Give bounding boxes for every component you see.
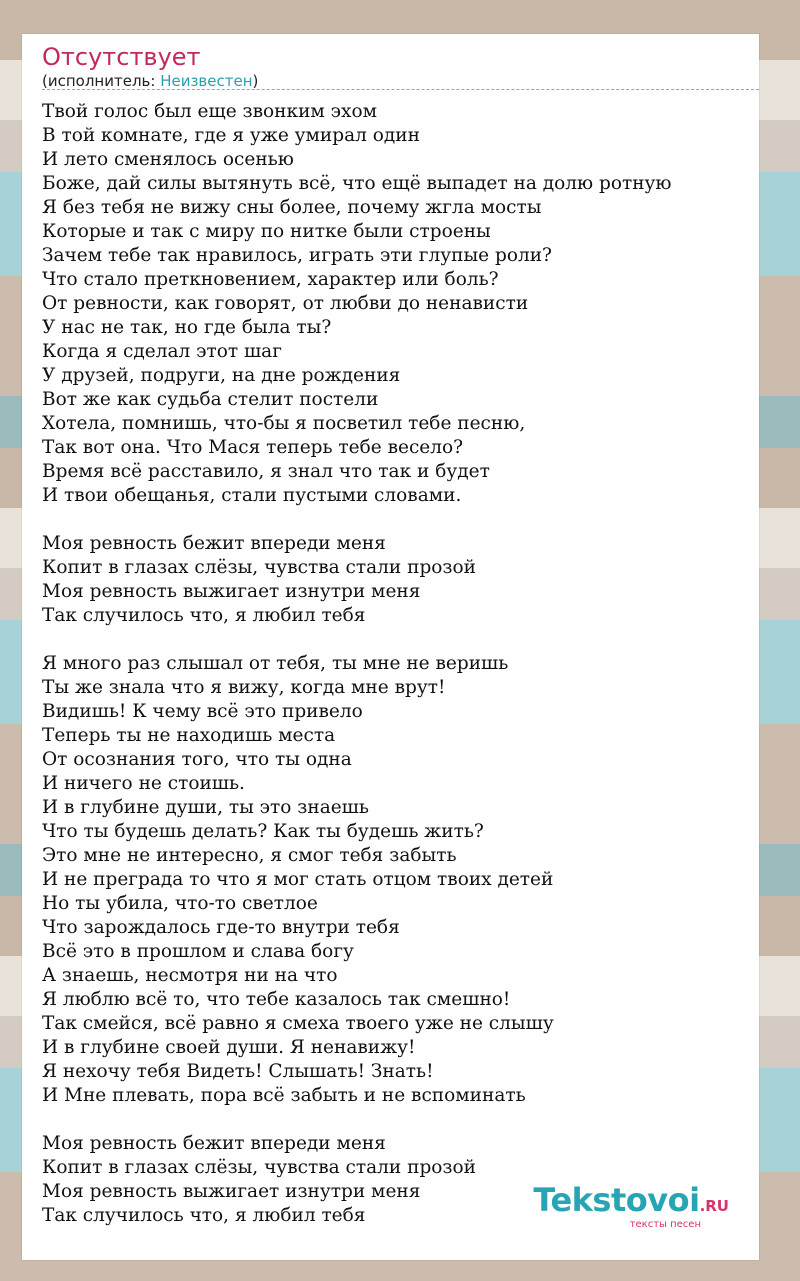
lyric-line: Вот же как судьба стелит постели xyxy=(42,389,379,410)
lyric-line: И лето сменялось осенью xyxy=(42,149,294,170)
lyric-line: Видишь! К чему всё это привело xyxy=(42,701,363,722)
lyric-line: Я много раз слышал от тебя, ты мне не веришь xyxy=(42,653,509,674)
lyric-line: И твои обещанья, стали пустыми словами. xyxy=(42,485,462,506)
lyric-line: Боже, дай силы вытянуть всё, что ещё выпадет на долю ротную xyxy=(42,173,672,194)
lyric-line: Всё это в прошлом и слава богу xyxy=(42,941,354,962)
song-title: Отсутствует xyxy=(42,43,201,71)
lyric-line: Так случилось что, я любил тебя xyxy=(42,605,366,626)
lyric-line: И в глубине своей души. Я ненавижу! xyxy=(42,1037,416,1058)
lyric-line: Я без тебя не вижу сны более, почему жгла мосты xyxy=(42,197,542,218)
lyric-line: Но ты убила, что-то светлое xyxy=(42,893,318,914)
stanza-break xyxy=(42,508,754,532)
lyric-line: Я нехочу тебя Видеть! Слышать! Знать! xyxy=(42,1061,434,1082)
lyric-line: Моя ревность выжигает изнутри меня xyxy=(42,1181,421,1202)
lyric-line: У нас не так, но где была ты? xyxy=(42,317,332,338)
lyric-line: Это мне не интересно, я смог тебя забыть xyxy=(42,845,457,866)
lyric-line: Моя ревность бежит впереди меня xyxy=(42,533,386,554)
lyrics-text xyxy=(42,100,754,1228)
lyric-line: Копит в глазах слёзы, чувства стали прозой xyxy=(42,557,476,578)
lyric-line: Так смейся, всё равно я смеха твоего уже не слышу xyxy=(42,1013,554,1034)
lyric-line: Которые и так с миру по нитке были строены xyxy=(42,221,491,242)
lyric-line: Что ты будешь делать? Как ты будешь жить? xyxy=(42,821,484,842)
lyric-line: Хотела, помнишь, что-бы я посветил тебе песню, xyxy=(42,413,526,434)
logo-tagline: тексты песен xyxy=(629,1219,701,1230)
artist-prefix: (исполнитель: xyxy=(42,72,161,90)
lyric-line: Что стало преткновением, характер или боль? xyxy=(42,269,499,290)
lyric-line: Я люблю всё то, что тебе казалось так смешно! xyxy=(42,989,511,1010)
logo-wordmark xyxy=(533,1183,729,1223)
logo-name: Tekstovoi xyxy=(533,1181,700,1219)
lyric-line: Зачем тебе так нравилось, играть эти глупые роли? xyxy=(42,245,552,266)
lyric-line: Теперь ты не находишь места xyxy=(42,725,336,746)
lyric-line: И Мне плевать, пора всё забыть и не вспоминать xyxy=(42,1085,526,1106)
lyric-line: В той комнате, где я уже умирал один xyxy=(42,125,420,146)
lyric-line: Что зарождалось где-то внутри тебя xyxy=(42,917,400,938)
artist-link[interactable]: Неизвестен xyxy=(160,72,253,90)
lyric-line: От ревности, как говорят, от любви до ненависти xyxy=(42,293,529,314)
lyric-line: Так случилось что, я любил тебя xyxy=(42,1205,366,1226)
stanza-break xyxy=(42,628,754,652)
lyric-line: И ничего не стоишь. xyxy=(42,773,245,794)
lyric-line: От осознания того, что ты одна xyxy=(42,749,352,770)
lyric-line: А знаешь, несмотря ни на что xyxy=(42,965,338,986)
artist-suffix: ) xyxy=(252,72,259,90)
logo-tld: .RU xyxy=(699,1197,729,1215)
divider xyxy=(42,89,759,90)
lyric-line: Так вот она. Что Мася теперь тебе весело? xyxy=(42,437,464,458)
lyric-line: Копит в глазах слёзы, чувства стали прозой xyxy=(42,1157,476,1178)
lyric-line: И не преграда то что я мог стать отцом твоих детей xyxy=(42,869,554,890)
lyric-line: Моя ревность бежит впереди меня xyxy=(42,1133,386,1154)
site-logo[interactable] xyxy=(533,1183,729,1230)
lyric-line: У друзей, подруги, на дне рождения xyxy=(42,365,401,386)
lyric-line: Твой голос был еще звонким эхом xyxy=(42,101,377,122)
lyric-line: Когда я сделал этот шаг xyxy=(42,341,282,362)
artist-line xyxy=(42,71,258,91)
lyric-line: Время всё расставило, я знал что так и будет xyxy=(42,461,490,482)
lyric-line: Моя ревность выжигает изнутри меня xyxy=(42,581,421,602)
stanza-break xyxy=(42,1108,754,1132)
lyric-line: Ты же знала что я вижу, когда мне врут! xyxy=(42,677,446,698)
lyrics-card xyxy=(22,34,759,1260)
lyric-line: И в глубине души, ты это знаешь xyxy=(42,797,369,818)
